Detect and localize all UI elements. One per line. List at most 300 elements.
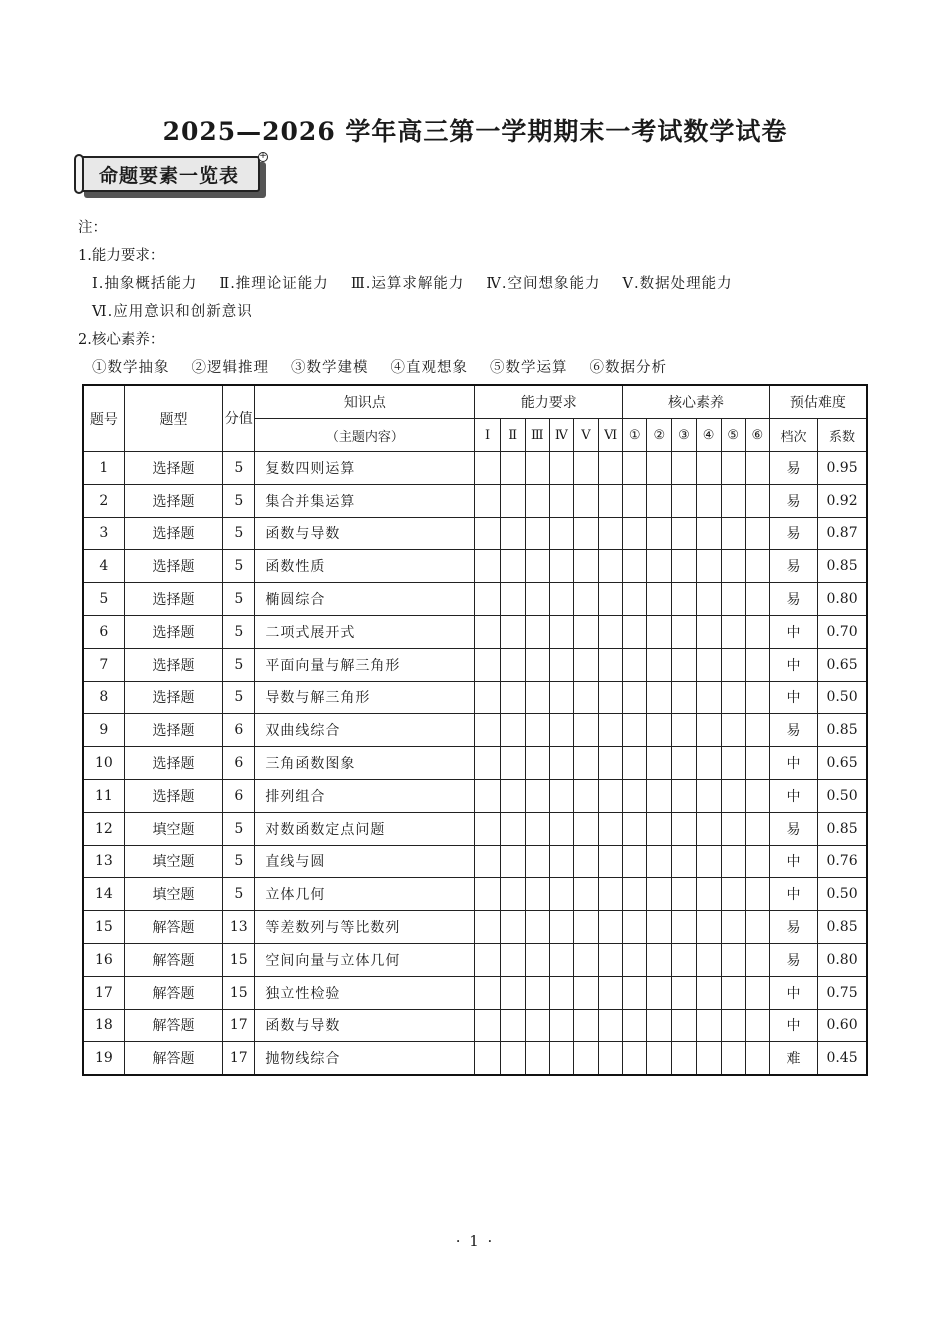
cell-level: 中 [769,976,817,1009]
cell-ability-mark [573,583,598,616]
cell-ability-mark [573,845,598,878]
cell-ability-mark [549,1042,573,1075]
cell-ability-mark [500,812,525,845]
header-literacy-col: ④ [696,419,721,452]
cell-literacy-mark [745,943,769,976]
cell-literacy-mark [721,812,745,845]
header-knowledge: 知识点 [255,385,475,419]
page-title: 2025—2026 学年高三第一学期期末一考试数学试卷 [162,117,788,146]
cell-literacy-mark [721,681,745,714]
cell-literacy-mark [696,878,721,911]
ability-item: Ⅱ.推理论证能力 [219,276,329,292]
cell-ability-mark [599,484,623,517]
cell-ability-mark [573,615,598,648]
cell-score: 6 [223,714,255,747]
cell-ability-mark [525,615,549,648]
cell-score: 5 [223,517,255,550]
header-literacy-col: ② [647,419,672,452]
ability-item: Ⅵ.应用意识和创新意识 [92,304,253,320]
cell-knowledge: 函数性质 [255,550,475,583]
cell-literacy-mark [623,943,647,976]
table-row [83,845,867,878]
cell-ability-mark [500,681,525,714]
cell-coef: 0.85 [818,911,867,944]
cell-literacy-mark [623,1042,647,1075]
cell-type: 解答题 [124,1042,223,1075]
cell-ability-mark [475,911,500,944]
cell-ability-mark [599,812,623,845]
cell-level: 中 [769,878,817,911]
cell-literacy-mark [647,943,672,976]
cell-ability-mark [500,452,525,485]
cell-ability-mark [573,911,598,944]
cell-literacy-mark [745,911,769,944]
cell-score: 5 [223,878,255,911]
cell-score: 5 [223,812,255,845]
cell-ability-mark [549,878,573,911]
cell-score: 5 [223,615,255,648]
cell-ability-mark [549,550,573,583]
cell-type: 选择题 [124,714,223,747]
cell-literacy-mark [647,779,672,812]
cell-num: 18 [83,1009,124,1042]
cell-knowledge: 独立性检验 [255,976,475,1009]
cell-ability-mark [599,1009,623,1042]
cell-type: 选择题 [124,648,223,681]
cell-level: 难 [769,1042,817,1075]
cell-ability-mark [475,1009,500,1042]
cell-ability-mark [573,812,598,845]
table-row [83,583,867,616]
cell-score: 5 [223,484,255,517]
header-literacy-col: ⑥ [745,419,769,452]
cell-literacy-mark [647,714,672,747]
cell-literacy-mark [647,845,672,878]
cell-knowledge: 导数与解三角形 [255,681,475,714]
cell-ability-mark [525,1009,549,1042]
cell-type: 解答题 [124,911,223,944]
cell-literacy-mark [672,1009,696,1042]
cell-type: 填空题 [124,812,223,845]
cell-ability-mark [475,812,500,845]
cell-literacy-mark [623,1009,647,1042]
cell-literacy-mark [696,714,721,747]
cell-literacy-mark [647,517,672,550]
cell-type: 选择题 [124,681,223,714]
cell-type: 解答题 [124,1009,223,1042]
cell-score: 5 [223,452,255,485]
cell-type: 选择题 [124,452,223,485]
cell-literacy-mark [672,878,696,911]
cell-level: 易 [769,452,817,485]
cell-literacy-mark [623,911,647,944]
notes-label: 注： [78,220,107,236]
cell-coef: 0.50 [818,779,867,812]
cell-score: 15 [223,943,255,976]
cell-knowledge: 二项式展开式 [255,615,475,648]
cell-literacy-mark [745,714,769,747]
cell-ability-mark [573,517,598,550]
cell-ability-mark [525,747,549,780]
ability-item: Ⅰ.抽象概括能力 [92,276,198,292]
cell-literacy-mark [745,452,769,485]
cell-ability-mark [599,911,623,944]
cell-ability-mark [599,976,623,1009]
cell-ability-mark [549,583,573,616]
cell-knowledge: 平面向量与解三角形 [255,648,475,681]
ability-item: Ⅲ.运算求解能力 [350,276,465,292]
header-ability-col: Ⅰ [475,419,500,452]
cell-literacy-mark [623,878,647,911]
cell-literacy-mark [672,1042,696,1075]
table-row [83,1042,867,1075]
cell-literacy-mark [672,812,696,845]
cell-knowledge: 函数与导数 [255,1009,475,1042]
cell-ability-mark [500,615,525,648]
cell-literacy-mark [672,911,696,944]
table-row [83,943,867,976]
cell-coef: 0.50 [818,878,867,911]
table-row [83,615,867,648]
cell-literacy-mark [721,550,745,583]
cell-literacy-mark [745,484,769,517]
cell-ability-mark [549,615,573,648]
cell-ability-mark [549,517,573,550]
literacy-item: ②逻辑推理 [191,360,269,376]
table-row [83,747,867,780]
cell-num: 6 [83,615,124,648]
cell-literacy-mark [721,583,745,616]
cell-coef: 0.45 [818,1042,867,1075]
cell-literacy-mark [745,681,769,714]
cell-literacy-mark [623,779,647,812]
cell-coef: 0.65 [818,747,867,780]
header-ability-col: Ⅱ [500,419,525,452]
cell-ability-mark [549,943,573,976]
cell-literacy-mark [696,648,721,681]
cell-level: 中 [769,747,817,780]
badge-label: 命题要素一览表 [78,156,260,192]
literacy-item: ④直观想象 [390,360,468,376]
cell-literacy-mark [672,747,696,780]
cell-coef: 0.95 [818,452,867,485]
cell-ability-mark [549,452,573,485]
cell-literacy-mark [647,681,672,714]
cell-ability-mark [500,583,525,616]
cell-score: 5 [223,845,255,878]
cell-literacy-mark [647,911,672,944]
header-ability-col: Ⅳ [549,419,573,452]
cell-ability-mark [475,583,500,616]
cell-literacy-mark [721,452,745,485]
cell-type: 选择题 [124,747,223,780]
cell-ability-mark [500,484,525,517]
cell-knowledge: 直线与圆 [255,845,475,878]
cell-literacy-mark [745,517,769,550]
table-row [83,878,867,911]
cell-literacy-mark [696,976,721,1009]
cell-ability-mark [525,845,549,878]
cell-ability-mark [525,1042,549,1075]
cell-literacy-mark [672,845,696,878]
cell-num: 9 [83,714,124,747]
cell-literacy-mark [647,976,672,1009]
page-number: · 1 · [455,1232,495,1250]
cell-knowledge: 复数四则运算 [255,452,475,485]
cell-ability-mark [525,976,549,1009]
cell-ability-mark [549,714,573,747]
cell-level: 易 [769,911,817,944]
cell-literacy-mark [623,452,647,485]
cell-literacy-mark [672,452,696,485]
cell-knowledge: 排列组合 [255,779,475,812]
cell-ability-mark [599,714,623,747]
table-row [83,484,867,517]
cell-ability-mark [500,1042,525,1075]
notes-section [78,214,878,382]
cell-ability-mark [500,550,525,583]
cell-coef: 0.60 [818,1009,867,1042]
cell-coef: 0.85 [818,714,867,747]
cell-level: 中 [769,779,817,812]
cell-literacy-mark [745,779,769,812]
cell-score: 15 [223,976,255,1009]
cell-coef: 0.76 [818,845,867,878]
cell-ability-mark [475,747,500,780]
cell-literacy-mark [696,943,721,976]
cell-num: 15 [83,911,124,944]
cell-ability-mark [500,911,525,944]
cell-literacy-mark [696,517,721,550]
cell-ability-mark [475,878,500,911]
cell-coef: 0.85 [818,550,867,583]
header-literacy-col: ⑤ [721,419,745,452]
cell-literacy-mark [745,845,769,878]
cell-literacy-mark [647,747,672,780]
cell-ability-mark [525,681,549,714]
cell-knowledge: 集合并集运算 [255,484,475,517]
cell-ability-mark [475,976,500,1009]
cell-ability-mark [573,747,598,780]
table-body [83,452,867,1076]
cell-ability-mark [475,615,500,648]
cell-literacy-mark [647,484,672,517]
cell-literacy-mark [647,1009,672,1042]
cell-literacy-mark [745,583,769,616]
cell-type: 选择题 [124,517,223,550]
cell-ability-mark [599,517,623,550]
cell-ability-mark [573,1009,598,1042]
header-ability-col: Ⅵ [599,419,623,452]
cell-literacy-mark [721,747,745,780]
ability-item: Ⅴ.数据处理能力 [622,276,733,292]
header-ability-col: Ⅴ [573,419,598,452]
cell-knowledge: 立体几何 [255,878,475,911]
cell-literacy-mark [696,484,721,517]
cell-ability-mark [500,878,525,911]
cell-ability-mark [549,779,573,812]
cell-literacy-mark [696,911,721,944]
cell-ability-mark [599,615,623,648]
cell-literacy-mark [721,779,745,812]
header-coef: 系数 [818,419,867,452]
cell-ability-mark [475,681,500,714]
cell-num: 14 [83,878,124,911]
table-row [83,1009,867,1042]
cell-ability-mark [500,1009,525,1042]
cell-literacy-mark [721,943,745,976]
header-score: 分值 [223,385,255,452]
plus-circle-icon: + [259,151,267,161]
cell-ability-mark [525,517,549,550]
cell-literacy-mark [696,615,721,648]
cell-knowledge: 三角函数图象 [255,747,475,780]
cell-ability-mark [549,648,573,681]
header-ability-group: 能力要求 [475,385,623,419]
cell-literacy-mark [696,747,721,780]
cell-ability-mark [573,943,598,976]
cell-type: 选择题 [124,583,223,616]
cell-type: 解答题 [124,943,223,976]
cell-ability-mark [599,648,623,681]
cell-literacy-mark [623,845,647,878]
cell-literacy-mark [745,878,769,911]
cell-ability-mark [549,812,573,845]
cell-num: 17 [83,976,124,1009]
cell-num: 12 [83,812,124,845]
literacy-list [78,354,878,382]
literacy-item: ⑤数学运算 [490,360,568,376]
header-level: 档次 [769,419,817,452]
cell-literacy-mark [745,1042,769,1075]
cell-coef: 0.50 [818,681,867,714]
cell-ability-mark [475,1042,500,1075]
table-row [83,976,867,1009]
cell-ability-mark [599,1042,623,1075]
cell-num: 13 [83,845,124,878]
elements-table [82,384,868,1076]
cell-level: 中 [769,681,817,714]
cell-literacy-mark [696,845,721,878]
cell-literacy-mark [672,484,696,517]
cell-score: 5 [223,583,255,616]
header-num: 题号 [83,385,124,452]
cell-ability-mark [599,747,623,780]
cell-literacy-mark [623,550,647,583]
cell-coef: 0.87 [818,517,867,550]
scroll-icon [74,154,84,194]
header-ability-col: Ⅲ [525,419,549,452]
cell-literacy-mark [623,615,647,648]
cell-ability-mark [549,681,573,714]
cell-ability-mark [500,747,525,780]
cell-literacy-mark [745,976,769,1009]
cell-score: 17 [223,1009,255,1042]
cell-knowledge: 椭圆综合 [255,583,475,616]
table-row [83,648,867,681]
cell-coef: 0.80 [818,943,867,976]
cell-literacy-mark [623,976,647,1009]
cell-ability-mark [573,976,598,1009]
cell-literacy-mark [721,484,745,517]
cell-literacy-mark [696,1009,721,1042]
cell-literacy-mark [721,1009,745,1042]
cell-num: 11 [83,779,124,812]
cell-score: 13 [223,911,255,944]
cell-literacy-mark [647,812,672,845]
cell-ability-mark [525,943,549,976]
cell-ability-mark [573,878,598,911]
cell-literacy-mark [647,878,672,911]
cell-ability-mark [573,550,598,583]
cell-literacy-mark [721,845,745,878]
cell-ability-mark [599,779,623,812]
cell-literacy-mark [672,681,696,714]
cell-ability-mark [599,878,623,911]
cell-coef: 0.92 [818,484,867,517]
literacy-item: ①数学抽象 [92,360,170,376]
cell-ability-mark [475,648,500,681]
cell-score: 6 [223,747,255,780]
cell-coef: 0.80 [818,583,867,616]
cell-num: 8 [83,681,124,714]
cell-literacy-mark [623,648,647,681]
cell-ability-mark [599,943,623,976]
table-row [83,812,867,845]
cell-ability-mark [525,812,549,845]
ability-list-line1 [78,270,878,298]
cell-literacy-mark [721,911,745,944]
cell-ability-mark [573,648,598,681]
cell-level: 中 [769,648,817,681]
cell-type: 选择题 [124,779,223,812]
cell-ability-mark [525,583,549,616]
cell-level: 易 [769,714,817,747]
cell-ability-mark [549,484,573,517]
cell-ability-mark [500,648,525,681]
cell-num: 3 [83,517,124,550]
cell-literacy-mark [623,517,647,550]
cell-coef: 0.70 [818,615,867,648]
cell-literacy-mark [696,779,721,812]
cell-ability-mark [573,484,598,517]
cell-num: 2 [83,484,124,517]
cell-level: 中 [769,1009,817,1042]
literacy-item: ⑥数据分析 [589,360,667,376]
cell-ability-mark [549,976,573,1009]
cell-ability-mark [573,1042,598,1075]
cell-ability-mark [475,517,500,550]
cell-ability-mark [525,878,549,911]
cell-literacy-mark [745,747,769,780]
cell-literacy-mark [696,452,721,485]
cell-literacy-mark [672,550,696,583]
cell-ability-mark [599,452,623,485]
cell-literacy-mark [647,550,672,583]
cell-level: 易 [769,550,817,583]
cell-ability-mark [475,779,500,812]
table-row [83,681,867,714]
cell-literacy-mark [672,583,696,616]
header-knowledge-sub: （主题内容） [255,419,475,452]
cell-score: 5 [223,550,255,583]
cell-literacy-mark [745,648,769,681]
cell-ability-mark [525,550,549,583]
cell-ability-mark [475,845,500,878]
cell-ability-mark [500,845,525,878]
table-row [83,714,867,747]
cell-level: 易 [769,943,817,976]
